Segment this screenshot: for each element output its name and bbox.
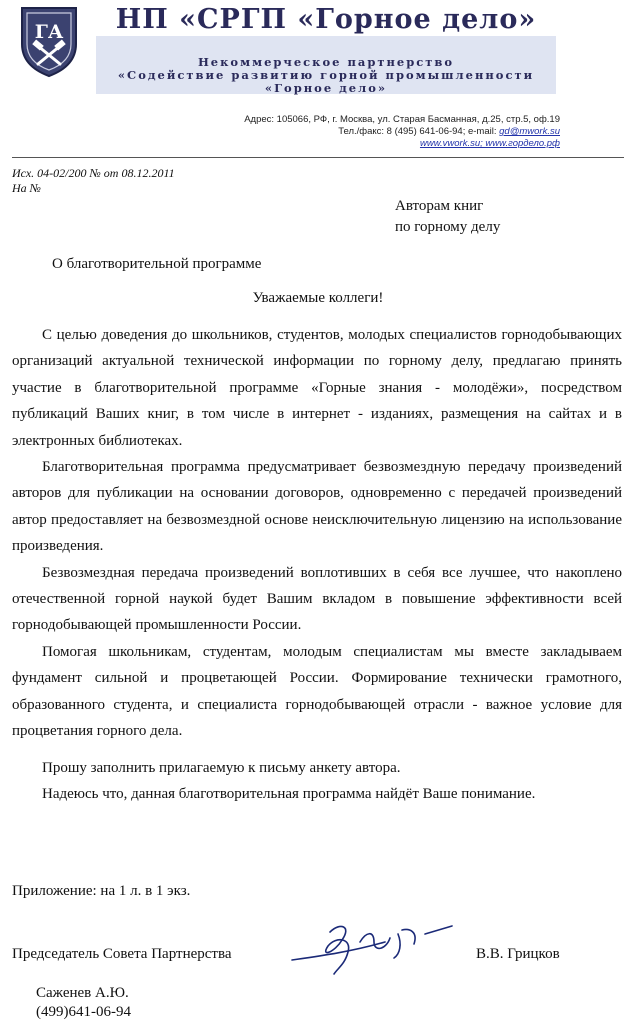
body-paragraph-4: Помогая школьникам, студентам, молодым специалистам мы вместе закладываем фундамент сильной и процветающей России. Формирование технически грамотного, образованного студента, и специалиста горнодобывающей отрасли - важное условие для процветания горного дела. — [12, 643, 622, 740]
addressee-line-2: по горному делу — [395, 219, 501, 235]
letterhead-address: Адрес: 105066, РФ, г. Москва, ул. Старая Басманная, д.25, стр.5, оф.19 — [244, 114, 560, 125]
website-link[interactable]: www.vwork.su; www.гордело.рф — [419, 138, 560, 149]
signatory-role: Председатель Совета Партнерства — [12, 946, 232, 962]
letterhead-subtitle-1: Некоммерческое партнерство — [197, 55, 455, 69]
logo-letters: ГА — [34, 21, 64, 43]
executor-name: Саженев А.Ю. — [36, 985, 129, 1001]
salutation: Уважаемые коллеги! — [252, 290, 384, 306]
body-paragraph-1: С целью доведения до школьников, студентов, молодых специалистов горнодобывающих организаций актуальной технической информации по горному делу, предлагаю принять участие в благотворительной программе «Горные знания - молодёжи», посредством публикаций Ваших книг, в том числе в интернет - изданиях, размещения на сайтах и в электронных библиотеках. — [12, 327, 622, 449]
email-link[interactable]: gd@mwork.su — [499, 126, 560, 137]
signatory-name: В.В. Грицков — [476, 946, 560, 962]
letterhead-subtitle-2: «Содействие развитию горной промышленности — [117, 68, 535, 82]
closing-hope: Надеюсь что, данная благотворительная программа найдёт Ваше понимание. — [42, 785, 536, 802]
in-reply-to: На № — [12, 181, 41, 195]
addressee — [395, 196, 500, 238]
organization-logo — [18, 4, 80, 78]
outgoing-number: Исх. 04-02/200 № от 08.12.2011 — [12, 166, 175, 180]
attachment-note: Приложение: на 1 л. в 1 экз. — [12, 883, 191, 899]
letterhead-title: НП «СРГП «Горное дело» — [115, 4, 537, 35]
phone-label: Тел./факс: 8 (495) 641-06-94; e-mail: — [338, 126, 500, 137]
body-paragraph-3: Безвозмездная передача произведений воплотивших в себя все лучшее, что накоплено отечественной горной наукой будет Вашим вкладом в повышение эффективности всей горнодобывающей промышленности России. — [12, 564, 622, 634]
executor-info — [36, 984, 131, 1022]
letter-body — [12, 322, 622, 807]
outgoing-reference — [12, 166, 175, 196]
letterhead-divider — [12, 157, 624, 158]
executor-phone: (499)641-06-94 — [36, 1004, 131, 1020]
letterhead-contacts — [180, 126, 560, 137]
handwritten-signature — [290, 912, 460, 982]
letterhead-subtitle-3: «Горное дело» — [264, 81, 388, 95]
letterhead-website — [180, 138, 560, 149]
body-paragraph-2: Благотворительная программа предусматривает безвозмездную передачу произведений авторов для публикации на основании договоров, одновременно с передачей произведений автор предоставляет на безвозмездной основе неисключительную лицензию на использование произведения. — [12, 459, 622, 555]
letter-subject: О благотворительной программе — [52, 256, 262, 272]
request-fill-form: Прошу заполнить прилагаемую к письму анкету автора. — [42, 759, 401, 776]
addressee-line-1: Авторам книг — [395, 198, 484, 214]
